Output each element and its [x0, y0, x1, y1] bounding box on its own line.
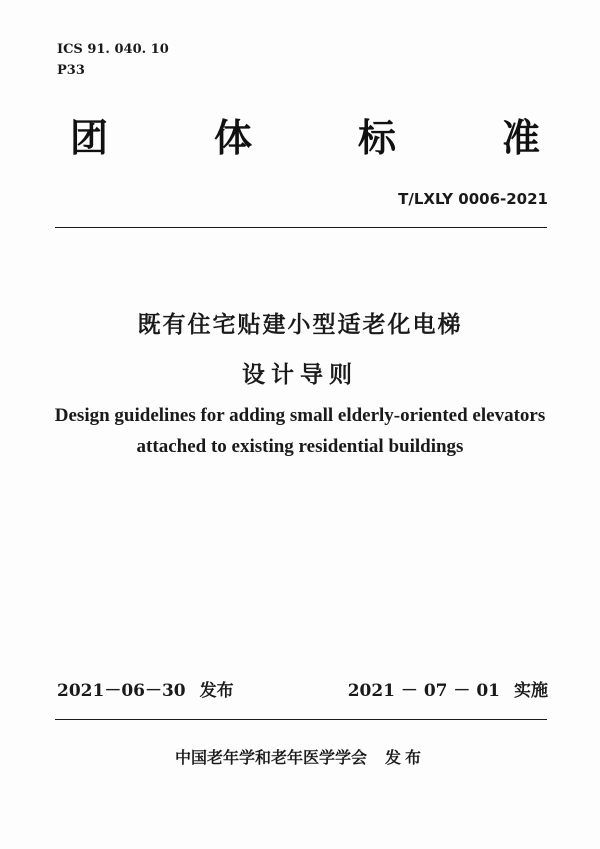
- standard-type-char: 体: [213, 116, 252, 160]
- bottom-divider: [55, 719, 547, 720]
- ics-code: ICS 91. 040. 10: [57, 42, 169, 57]
- publisher-label: 发布: [385, 748, 426, 767]
- english-title-line-2: attached to existing residential buildings: [136, 436, 464, 457]
- standard-type-heading: [70, 118, 540, 158]
- publisher-name: 中国老年学和老年医学学会: [174, 748, 367, 767]
- standard-number: T/LXLY 0006-2021: [398, 190, 548, 208]
- ccs-code: P33: [57, 63, 85, 78]
- implementation-date-group: [348, 680, 548, 702]
- standard-type-char: 团: [70, 116, 109, 160]
- publisher-line: [0, 748, 600, 768]
- issue-date: 2021－06－30: [57, 681, 186, 701]
- chinese-title-line-1: 既有住宅贴建小型适老化电梯: [137, 312, 463, 338]
- chinese-title-line-2: 设计导则: [242, 362, 358, 388]
- english-title-line-1: Design guidelines for adding small elderly-oriented elevators: [54, 405, 546, 426]
- implementation-date: 2021 － 07 － 01: [347, 681, 500, 701]
- top-divider: [55, 227, 547, 228]
- standard-type-char: 准: [501, 116, 540, 160]
- issue-label: 发布: [199, 681, 234, 701]
- implementation-label: 实施: [514, 681, 548, 701]
- standard-type-char: 标: [357, 116, 396, 160]
- issue-date-group: [57, 680, 234, 702]
